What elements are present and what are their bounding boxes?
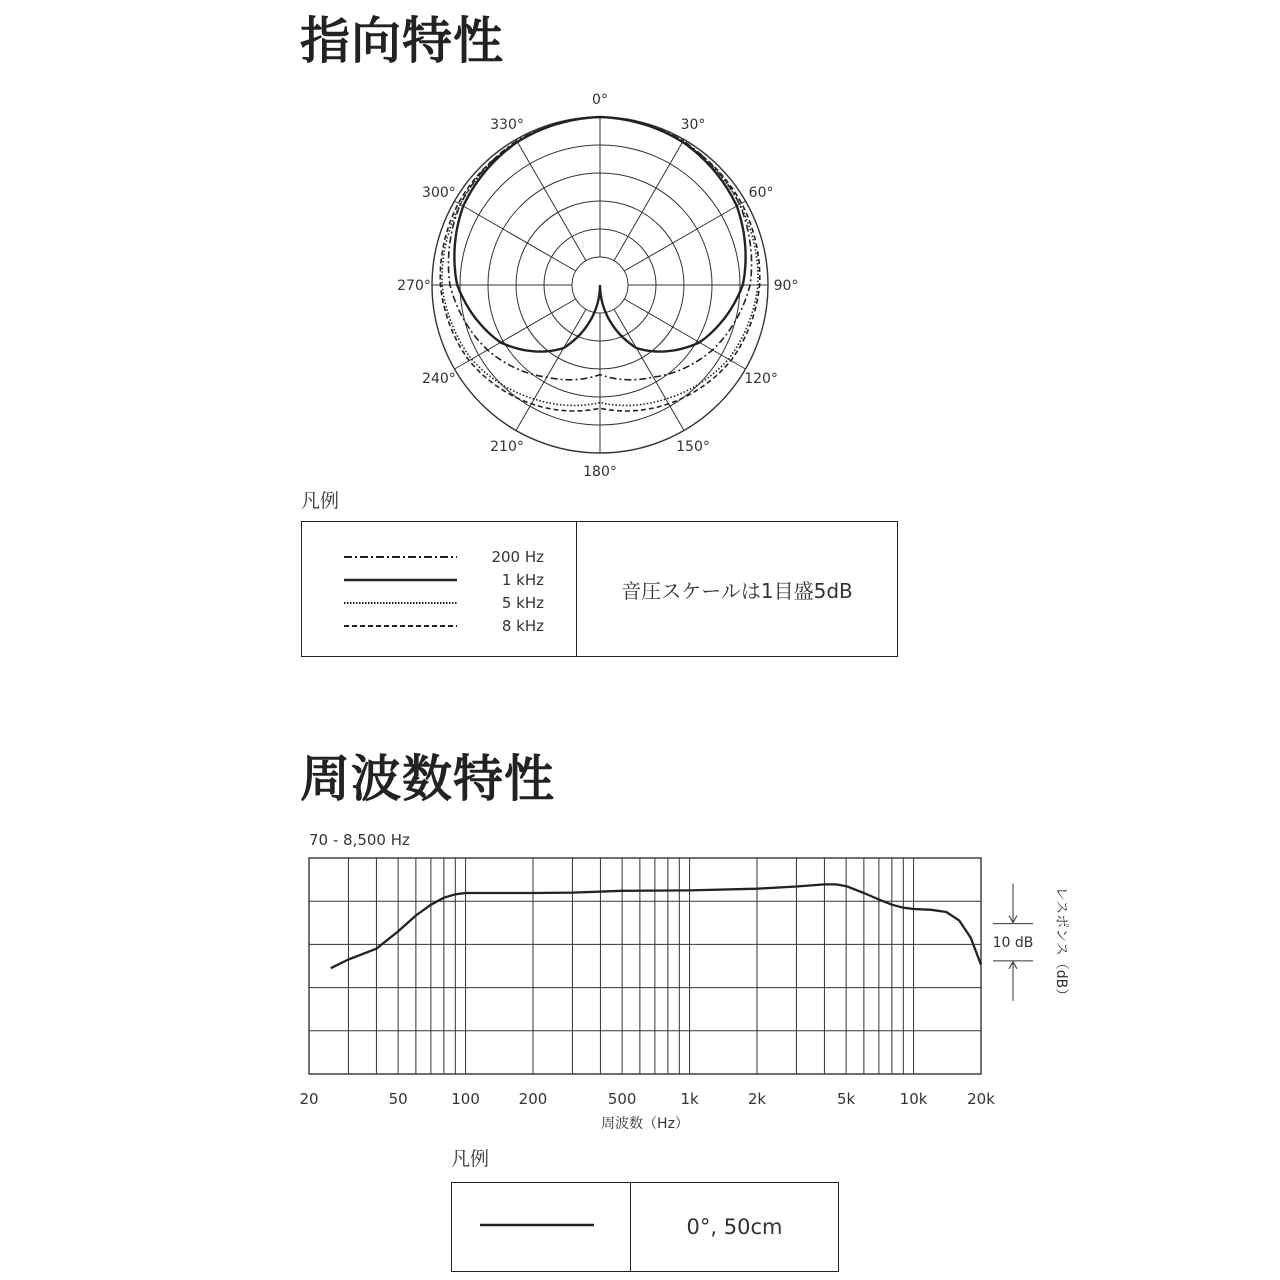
- polar-angle-label: 150°: [676, 439, 710, 456]
- freq-x-axis-label: 周波数（Hz）: [601, 1116, 689, 1132]
- legend-item-5khz: [342, 593, 552, 615]
- freq-tick-label: 10k: [899, 1090, 928, 1108]
- polar-angle-label: 120°: [744, 371, 778, 387]
- legend-item-200hz: [342, 547, 552, 569]
- freq-tick-label: 5k: [837, 1090, 856, 1108]
- legend-label: 8 kHz: [501, 617, 544, 635]
- freq-scale-bar: [993, 884, 1069, 1003]
- polar-chart: [0, 80, 1280, 560]
- freq-tick-label: 20k: [967, 1090, 995, 1108]
- freq-tick-label: 500: [607, 1090, 637, 1108]
- freq-legend-label: 0°, 50cm: [686, 1215, 783, 1239]
- freq-tick-label: 2k: [747, 1090, 767, 1108]
- scale-bar-label: 10 dB: [992, 935, 1034, 952]
- polar-scale-note: 音圧スケールは1目盛5dB: [621, 578, 853, 603]
- polar-angle-label: 270°: [397, 278, 431, 294]
- freq-tick-label: 50: [388, 1090, 408, 1108]
- legend-label: 200 Hz: [491, 548, 544, 566]
- freq-tick-label: 200: [518, 1090, 548, 1108]
- polar-legend-box: [301, 521, 898, 657]
- polar-angle-label: 330°: [490, 116, 524, 133]
- frequency-response-chart: [0, 820, 1280, 1140]
- freq-curve: [331, 884, 981, 968]
- freq-range-label: 70 - 8,500 Hz: [309, 831, 410, 849]
- polar-angle-label: 60°: [748, 185, 774, 201]
- polar-angle-label: 0°: [592, 92, 608, 108]
- polar-angle-label: 180°: [583, 464, 617, 480]
- freq-tick-label: 100: [451, 1090, 480, 1108]
- polar-section-title: 指向特性: [300, 12, 504, 70]
- polar-angle-label: 30°: [680, 116, 706, 133]
- polar-angle-label: 210°: [490, 439, 524, 456]
- freq-section-title: 周波数特性: [300, 750, 555, 808]
- polar-angle-label: 300°: [422, 185, 456, 201]
- legend-item-1khz: [342, 570, 552, 592]
- polar-angle-label: 240°: [422, 371, 456, 387]
- legend-label: 1 kHz: [501, 571, 544, 589]
- legend-label: 5 kHz: [501, 594, 544, 612]
- freq-legend-box: [451, 1182, 839, 1272]
- freq-legend-title: 凡例: [451, 1148, 490, 1170]
- freq-series-line: [331, 884, 981, 968]
- freq-tick-label: 20: [299, 1090, 319, 1108]
- freq-tick-label: 1k: [680, 1090, 699, 1108]
- polar-legend-title: 凡例: [301, 490, 340, 512]
- freq-tick-labels: [299, 1090, 995, 1132]
- legend-item-8khz: [342, 616, 552, 638]
- freq-y-axis-label: レスポンス（dB）: [1053, 886, 1069, 1003]
- polar-angle-label: 90°: [773, 278, 799, 294]
